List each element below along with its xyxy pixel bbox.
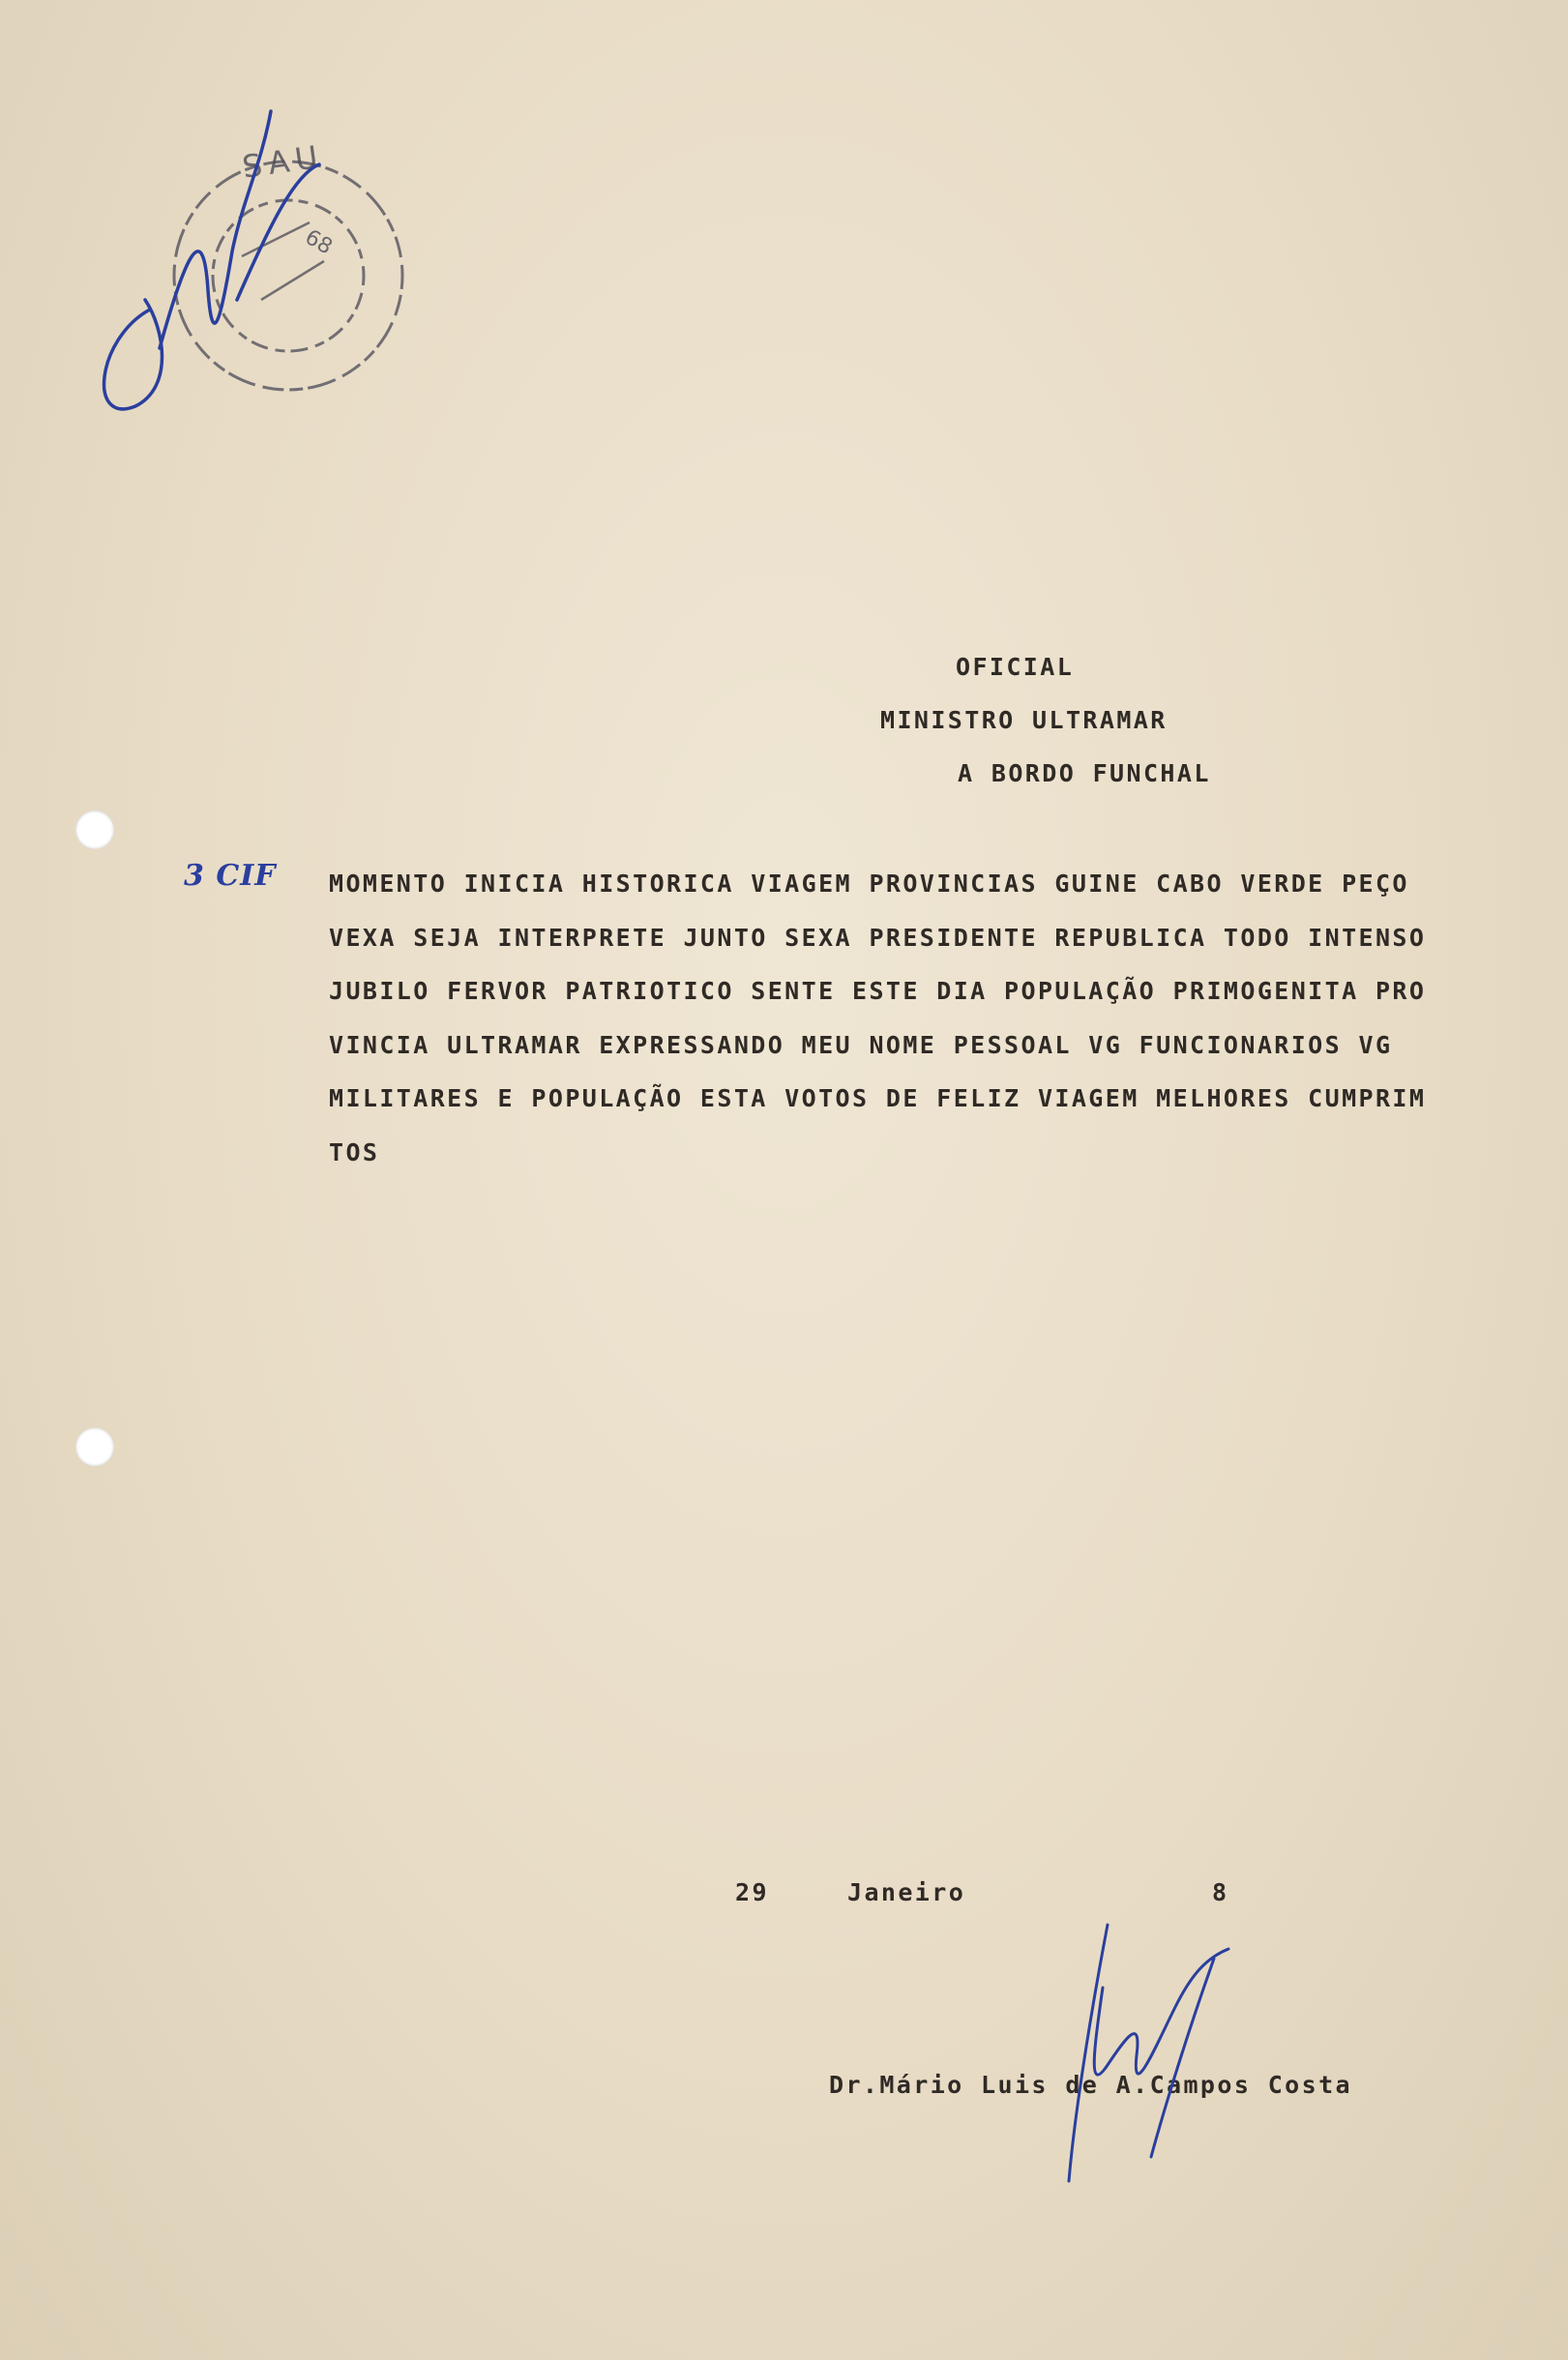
date-day: 29 (735, 1878, 769, 1906)
margin-note: 3 CIF (184, 859, 277, 893)
body-line: VEXA SEJA INTERPRETE JUNTO SEXA PRESIDENTE REPUBLICA TODO INTENSO (329, 923, 1427, 952)
header-official: OFICIAL (956, 653, 1075, 681)
sender-name: Dr.Mário Luis de A.Campos Costa (829, 2071, 1352, 2099)
postmark-stamp (77, 106, 426, 416)
date-year: 8 (1212, 1878, 1229, 1906)
handwritten-signature (996, 1910, 1287, 2191)
body-line: VINCIA ULTRAMAR EXPRESSANDO MEU NOME PESSOAL VG FUNCIONARIOS VG (329, 1030, 1393, 1059)
message-body (329, 857, 1426, 1180)
stamp-date: 68 (300, 224, 337, 260)
body-line: TOS (329, 1137, 380, 1166)
stamp-text: SAU (240, 137, 326, 186)
punch-hole-bottom (75, 1428, 114, 1466)
header-location: A BORDO FUNCHAL (958, 759, 1211, 787)
header-recipient: MINISTRO ULTRAMAR (880, 706, 1168, 734)
body-line: JUBILO FERVOR PATRIOTICO SENTE ESTE DIA POPULAÇÃO PRIMOGENITA PRO (329, 977, 1427, 1006)
date-month: Janeiro (847, 1878, 966, 1906)
body-line: MOMENTO INICIA HISTORICA VIAGEM PROVINCIAS GUINE CABO VERDE PEÇO (329, 870, 1409, 898)
body-line: MILITARES E POPULAÇÃO ESTA VOTOS DE FELIZ VIAGEM MELHORES CUMPRIM (329, 1084, 1427, 1113)
punch-hole-top (75, 811, 114, 849)
